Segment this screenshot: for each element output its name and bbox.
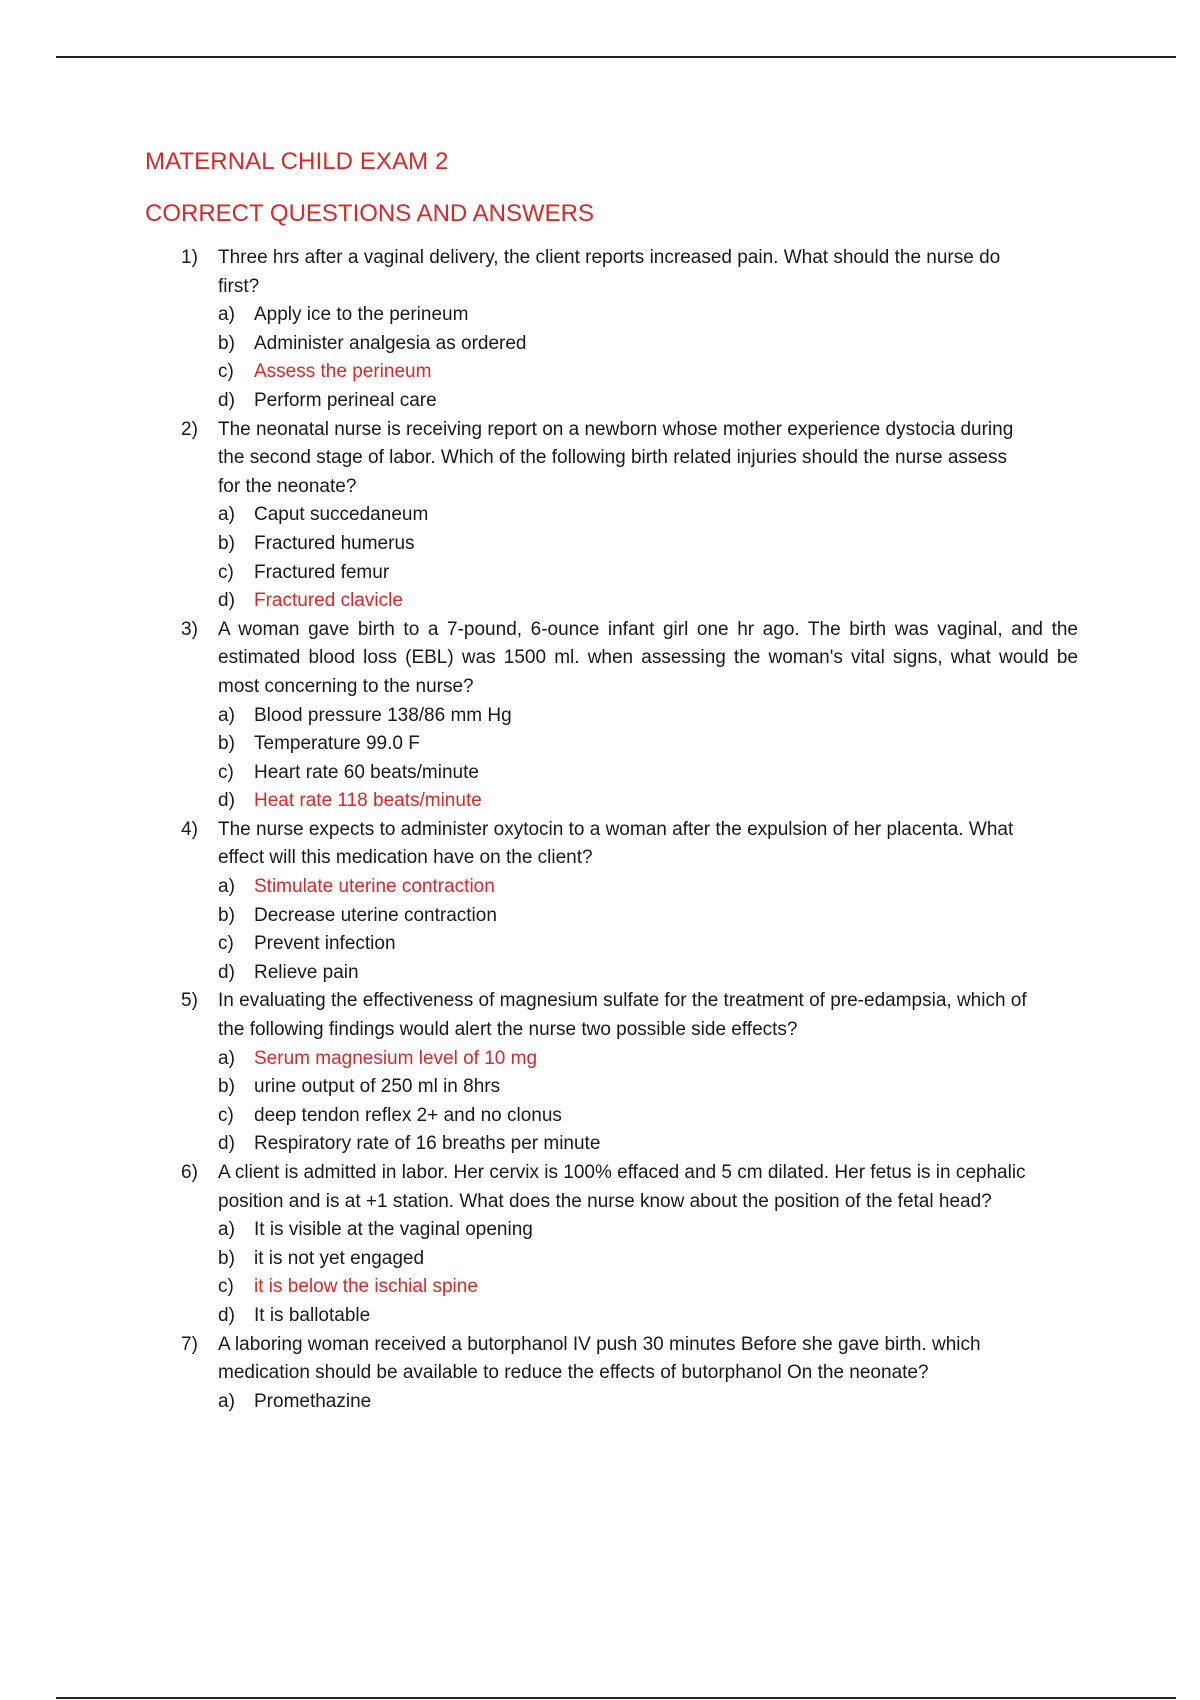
option-label: d) bbox=[218, 790, 235, 812]
option-label: a) bbox=[218, 704, 235, 726]
answer-options bbox=[218, 702, 1085, 816]
question-6 bbox=[145, 1159, 1085, 1331]
question-number: 5) bbox=[181, 990, 198, 1012]
option-text: urine output of 250 ml in 8hrs bbox=[254, 1076, 501, 1098]
option-label: a) bbox=[218, 1390, 235, 1412]
question-number: 3) bbox=[181, 618, 198, 640]
question-text: The neonatal nurse is receiving report on a newborn whose mother experience dystocia during the second stage of labor. Which of the following birth related injuries should the nurse assess for the neonate? bbox=[218, 418, 1014, 497]
option-label: d) bbox=[218, 389, 235, 411]
option-text: Blood pressure 138/86 mm Hg bbox=[254, 704, 512, 726]
option-text: Stimulate uterine contraction bbox=[254, 876, 495, 898]
option-label: c) bbox=[218, 1104, 234, 1126]
option-label: a) bbox=[218, 1219, 235, 1241]
option-text: Relieve pain bbox=[254, 961, 359, 983]
question-5 bbox=[145, 987, 1085, 1159]
option-label: a) bbox=[218, 876, 235, 898]
option-a bbox=[218, 301, 1085, 330]
option-label: a) bbox=[218, 304, 235, 326]
option-a bbox=[218, 1216, 1085, 1245]
option-text: it is below the ischial spine bbox=[254, 1276, 478, 1298]
question-text: A laboring woman received a butorphanol IV push 30 minutes Before she gave birth. which medication should be available to reduce the effects of butorphanol On the neonate? bbox=[218, 1333, 981, 1384]
question-7 bbox=[145, 1331, 1085, 1417]
option-a bbox=[218, 1388, 1085, 1417]
option-label: c) bbox=[218, 761, 234, 783]
option-label: b) bbox=[218, 904, 235, 926]
option-label: c) bbox=[218, 561, 234, 583]
option-c-correct-answer bbox=[218, 1273, 1085, 1302]
answer-options bbox=[218, 873, 1085, 987]
question-1 bbox=[145, 244, 1085, 416]
option-text: Prevent infection bbox=[254, 933, 396, 955]
answer-options bbox=[218, 1045, 1085, 1159]
option-text: Fractured clavicle bbox=[254, 590, 403, 612]
question-number: 1) bbox=[181, 247, 198, 268]
option-text: Temperature 99.0 F bbox=[254, 733, 420, 755]
option-b bbox=[218, 1073, 1085, 1102]
option-label: b) bbox=[218, 1247, 235, 1269]
option-label: d) bbox=[218, 1133, 235, 1155]
option-c-correct-answer bbox=[218, 358, 1085, 387]
option-b bbox=[218, 530, 1085, 559]
option-a-correct-answer bbox=[218, 873, 1085, 902]
option-a bbox=[218, 501, 1085, 530]
option-d bbox=[218, 387, 1085, 416]
question-text: A client is admitted in labor. Her cervix is 100% effaced and 5 cm dilated. Her fetus is in cephalic position and is at +1 station. What does the nurse know about the position of the fetal head? bbox=[218, 1162, 1026, 1212]
option-label: c) bbox=[218, 361, 234, 383]
option-label: b) bbox=[218, 1076, 235, 1098]
question-text: Three hrs after a vaginal delivery, the client reports increased pain. What should the nurse do first? bbox=[218, 247, 1001, 297]
option-text: Fractured femur bbox=[254, 561, 390, 583]
option-d-correct-answer bbox=[218, 587, 1085, 616]
option-label: c) bbox=[218, 1276, 234, 1298]
question-2 bbox=[145, 416, 1085, 616]
footer-rule bbox=[56, 1697, 1176, 1699]
option-text: Decrease uterine contraction bbox=[254, 904, 497, 926]
question-number: 2) bbox=[181, 418, 198, 440]
option-label: b) bbox=[218, 733, 235, 755]
option-b bbox=[218, 1245, 1085, 1274]
option-c bbox=[218, 559, 1085, 588]
answer-options bbox=[218, 301, 1085, 415]
option-label: c) bbox=[218, 933, 234, 955]
option-text: Heart rate 60 beats/minute bbox=[254, 761, 479, 783]
question-list bbox=[145, 244, 1085, 1416]
option-label: d) bbox=[218, 1304, 235, 1326]
document-title: MATERNAL CHILD EXAM 2 bbox=[145, 148, 449, 175]
answer-options bbox=[218, 501, 1085, 615]
option-text: It is ballotable bbox=[254, 1304, 371, 1326]
option-b bbox=[218, 730, 1085, 759]
option-d bbox=[218, 959, 1085, 988]
option-a-correct-answer bbox=[218, 1045, 1085, 1074]
option-label: a) bbox=[218, 504, 235, 526]
option-b bbox=[218, 330, 1085, 359]
option-text: Assess the perineum bbox=[254, 361, 432, 383]
option-label: d) bbox=[218, 590, 235, 612]
option-d bbox=[218, 1130, 1085, 1159]
option-text: Administer analgesia as ordered bbox=[254, 332, 527, 354]
option-text: Serum magnesium level of 10 mg bbox=[254, 1047, 538, 1069]
option-d-correct-answer bbox=[218, 787, 1085, 816]
question-text: A woman gave birth to a 7-pound, 6-ounce infant girl one hr ago. The birth was vaginal, and the estimated blood loss (EBL) was 1500 ml. when assessing the woman's vital signs, what would be most concerning to the nurse? bbox=[218, 618, 1078, 697]
question-4 bbox=[145, 816, 1085, 988]
option-label: b) bbox=[218, 332, 235, 354]
option-c bbox=[218, 759, 1085, 788]
question-number: 7) bbox=[181, 1333, 198, 1355]
option-text: Apply ice to the perineum bbox=[254, 304, 469, 326]
option-label: a) bbox=[218, 1047, 235, 1069]
option-b bbox=[218, 902, 1085, 931]
question-3 bbox=[145, 616, 1085, 816]
question-number: 4) bbox=[181, 818, 198, 840]
option-text: Fractured humerus bbox=[254, 532, 415, 554]
option-text: Perform perineal care bbox=[254, 389, 437, 411]
document-subtitle: CORRECT QUESTIONS AND ANSWERS bbox=[145, 200, 594, 227]
document-body bbox=[145, 146, 1085, 1416]
question-number: 6) bbox=[181, 1162, 198, 1183]
option-text: deep tendon reflex 2+ and no clonus bbox=[254, 1104, 562, 1126]
question-text: The nurse expects to administer oxytocin to a woman after the expulsion of her placenta. What effect will this medication have on the client? bbox=[218, 818, 1014, 869]
option-text: it is not yet engaged bbox=[254, 1247, 425, 1269]
option-text: Respiratory rate of 16 breaths per minute bbox=[254, 1133, 601, 1155]
option-text: Promethazine bbox=[254, 1390, 372, 1412]
option-a bbox=[218, 702, 1085, 731]
option-text: Caput succedaneum bbox=[254, 504, 429, 526]
option-d bbox=[218, 1302, 1085, 1331]
option-text: It is visible at the vaginal opening bbox=[254, 1219, 533, 1241]
option-c bbox=[218, 1102, 1085, 1131]
answer-options bbox=[218, 1388, 1085, 1417]
header-rule bbox=[56, 56, 1176, 58]
option-label: b) bbox=[218, 532, 235, 554]
option-c bbox=[218, 930, 1085, 959]
answer-options bbox=[218, 1216, 1085, 1330]
option-label: d) bbox=[218, 961, 235, 983]
option-text: Heat rate 118 beats/minute bbox=[254, 790, 482, 812]
question-text: In evaluating the effectiveness of magnesium sulfate for the treatment of pre-edampsia, which of the following findings would alert the nurse two possible side effects? bbox=[218, 990, 1027, 1041]
